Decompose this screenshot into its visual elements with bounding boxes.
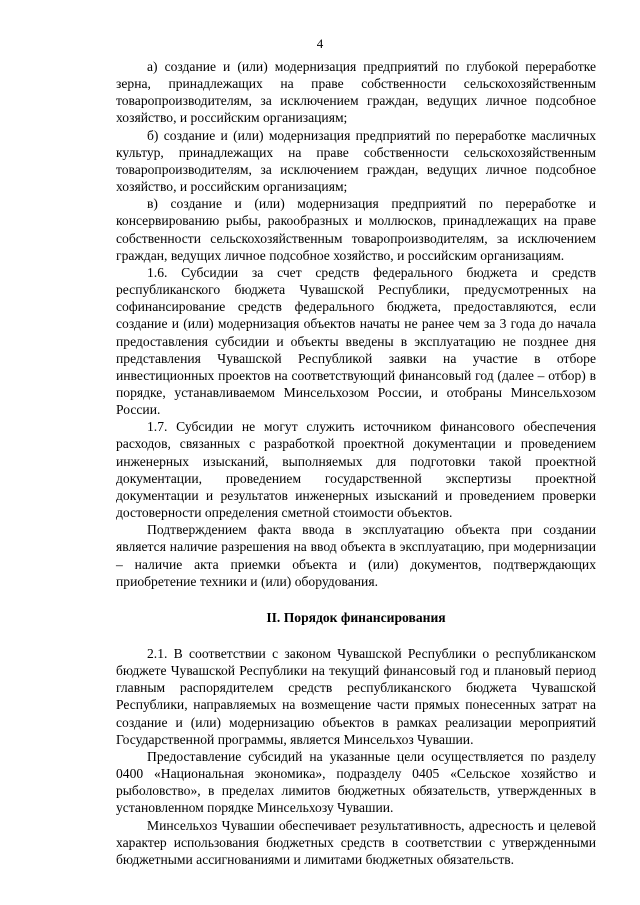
paragraph-1-6: 1.6. Субсидии за счет средств федерального бюджета и средств республиканского бюджета Чувашской Республики, предусмотренных на софинансирование средств федерального бюджета, предоставляются, если создание и (или) модернизация объектов начаты не ранее чем за 3 года до начала предоставления субсидии и объекты введены в эксплуатацию не позднее дня представления Чувашской Республикой заявки на участие в отборе инвестиционных проектов на соответствующий финансовый год (далее – отбор) в порядке, устанавливаемом Минсельхозом России, и отобраны Минсельхозом России.	[116, 264, 596, 418]
paragraph-commissioning: Подтверждением факта ввода в эксплуатацию объекта при создании является наличие разрешения на ввод объекта в эксплуатацию, при модернизации – наличие акта приемки объекта и (или) документов, подтверждающих приобретение техники и (или) оборудования.	[116, 522, 596, 589]
paragraph-effectiveness: Минсельхоз Чувашии обеспечивает результативность, адресность и целевой характер использования бюджетных средств в соответствии с утвержденными бюджетными ассигнованиями и лимитами бюджетных обязательств.	[116, 817, 596, 867]
paragraph-c: в) создание и (или) модернизация предприятий по переработке и консервированию рыбы, ракообразных и моллюсков, принадлежащих на праве собственности сельскохозяйственным товаропроизводителям, за исключением граждан, ведущих личное подсобное хозяйство, и российским организациям.	[116, 196, 596, 263]
paragraph-1-7: 1.7. Субсидии не могут служить источником финансового обеспечения расходов, связанных с разработкой проектной документации и проведением инженерных изысканий, выполняемых для подготовки такой проектной документации, проведением государственной экспертизы проектной документации и результатов инженерных изысканий и проведением проверки достоверности определения сметной стоимости объектов.	[116, 419, 596, 521]
section-heading: II. Порядок финансирования	[266, 609, 446, 625]
paragraph-budget-section: Предоставление субсидий на указанные цели осуществляется по разделу 0400 «Национальная экономика», подразделу 0405 «Сельское хозяйство и рыболовство», в пределах лимитов бюджетных обязательств, утвержденных в установленном порядке Минсельхозу Чувашии.	[116, 748, 596, 816]
page-number: 4	[316, 36, 324, 51]
paragraph-2-1: 2.1. В соответствии с законом Чувашской Республики о республиканском бюджете Чувашской Республики на текущий финансовый год и плановый период главным распорядителем средств республиканского бюджета Чувашской Республики, направляемых на возмещение части прямых понесенных затрат на создание и (или) модернизацию объектов в рамках реализации мероприятий Государственной программы, является Минсельхоз Чувашии.	[116, 646, 596, 747]
document-body	[116, 58, 596, 868]
paragraph-a: а) создание и (или) модернизация предприятий по глубокой переработке зерна, принадлежащих на праве собственности сельскохозяйственным товаропроизводителям, за исключением граждан, ведущих личное подсобное хозяйство, и российским организациям;	[116, 59, 596, 126]
paragraph-b: б) создание и (или) модернизация предприятий по переработке масличных культур, принадлежащих на праве собственности сельскохозяйственным товаропроизводителям, за исключением граждан, ведущих личное подсобное хозяйство, и российским организациям;	[116, 127, 596, 195]
